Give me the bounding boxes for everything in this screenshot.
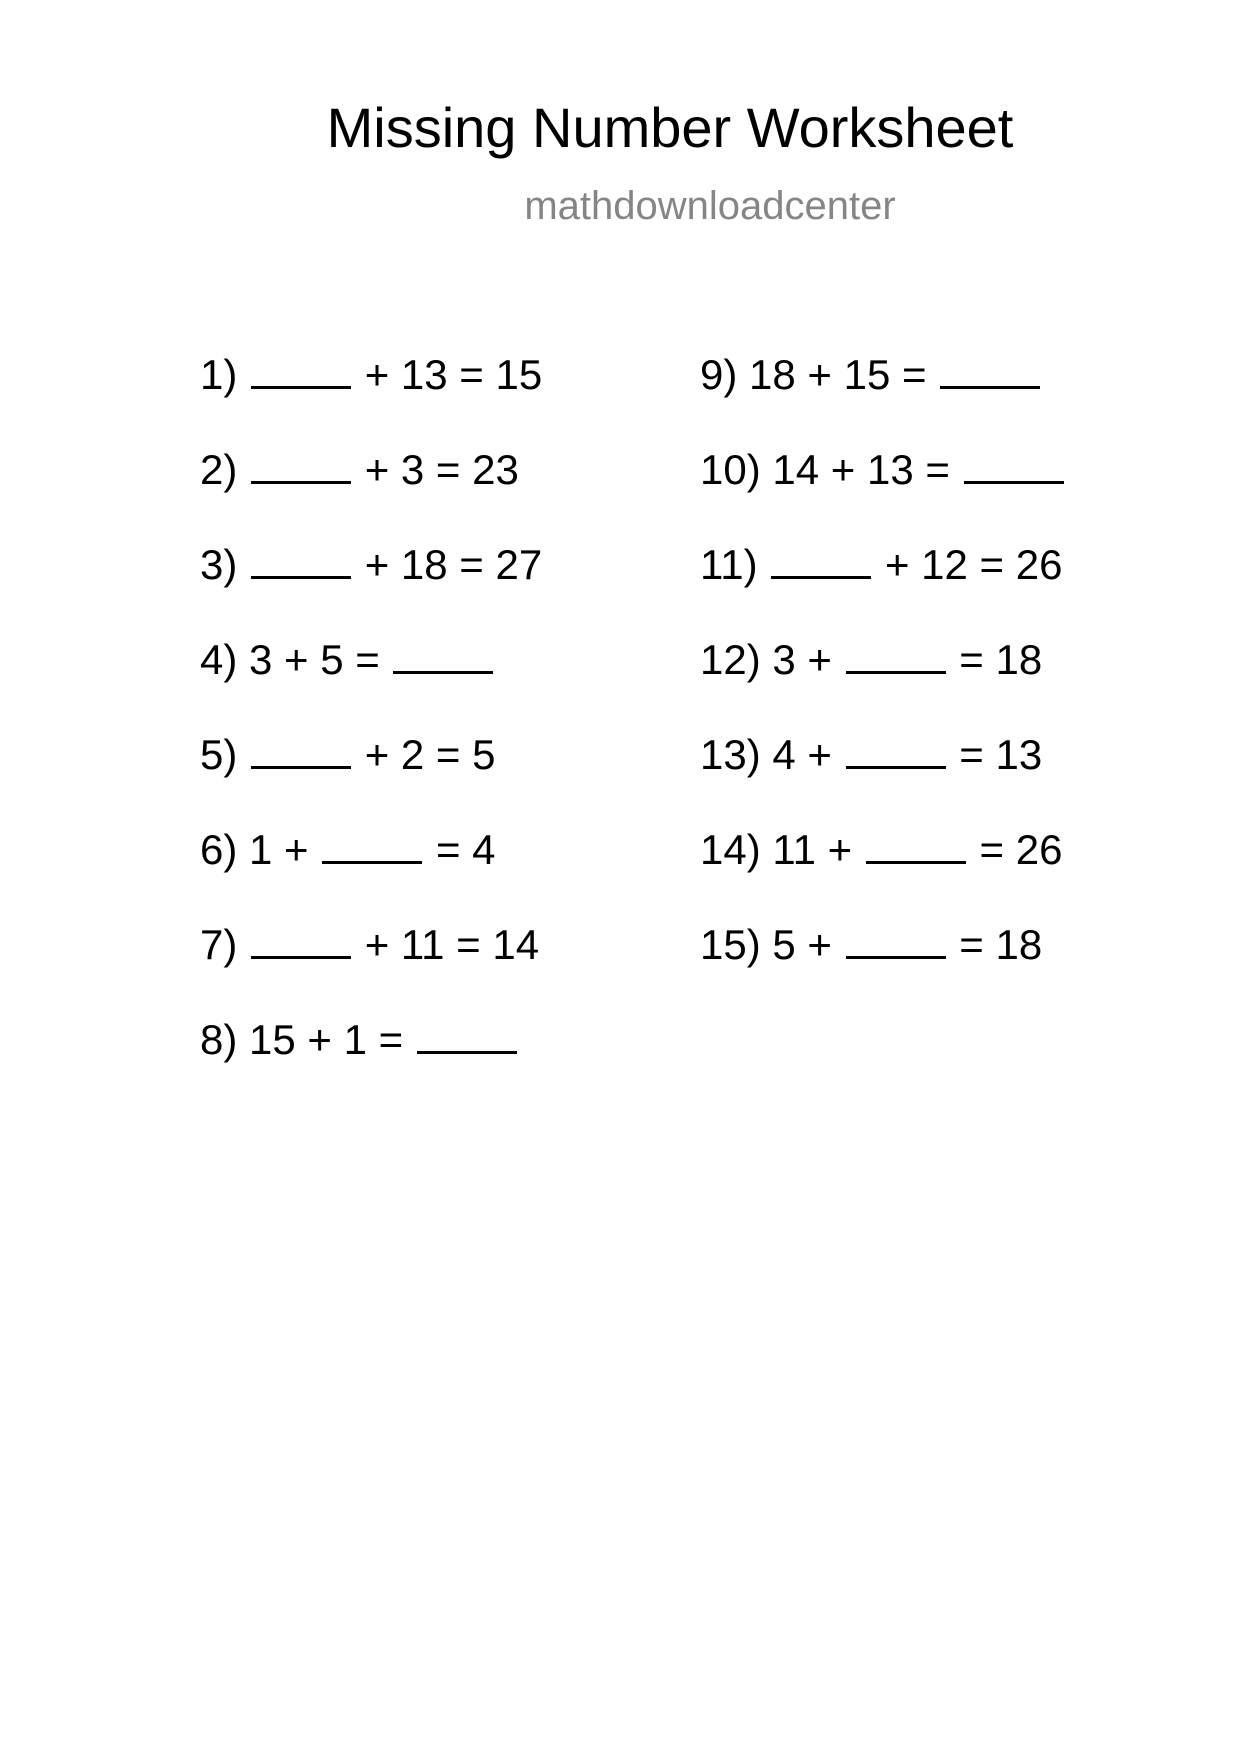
problem-number: 4) (200, 636, 238, 683)
problem-15 (700, 920, 1042, 969)
answer-blank[interactable] (964, 445, 1064, 484)
problem-number: 7) (200, 921, 238, 968)
answer-blank[interactable] (866, 825, 966, 864)
problem-1 (200, 350, 542, 399)
answer-blank[interactable] (251, 730, 351, 769)
problem-number: 2) (200, 446, 238, 493)
problem-expression-after: = 18 (959, 636, 1043, 683)
answer-blank[interactable] (417, 1015, 517, 1054)
answer-blank[interactable] (846, 635, 946, 674)
problem-number: 1) (200, 351, 238, 398)
problem-number: 8) (200, 1016, 238, 1063)
answer-blank[interactable] (393, 635, 493, 674)
problem-expression-before: 3 + (772, 636, 832, 683)
problem-number: 5) (200, 731, 238, 778)
problem-number: 10) (700, 446, 761, 493)
problem-expression: + 12 = 26 (884, 541, 1063, 588)
answer-blank[interactable] (846, 730, 946, 769)
problem-9 (700, 350, 1042, 399)
problem-number: 14) (700, 826, 761, 873)
problem-expression-after: = 4 (435, 826, 496, 873)
problem-11 (700, 540, 1062, 589)
problem-expression: + 11 = 14 (364, 921, 540, 968)
problem-expression: + 2 = 5 (364, 731, 496, 778)
problem-expression: 15 + 1 = (249, 1016, 404, 1063)
problem-number: 11) (700, 541, 758, 588)
problem-5 (200, 730, 495, 779)
problem-expression: 14 + 13 = (772, 446, 950, 493)
answer-blank[interactable] (251, 350, 351, 389)
problem-3 (200, 540, 542, 589)
problem-12 (700, 635, 1042, 684)
worksheet-title: Missing Number Worksheet (326, 96, 1014, 159)
problem-6 (200, 825, 496, 874)
answer-blank[interactable] (940, 350, 1040, 389)
problem-4 (200, 635, 495, 684)
problem-expression: + 18 = 27 (364, 541, 543, 588)
problem-number: 15) (700, 921, 761, 968)
problem-number: 12) (700, 636, 761, 683)
problem-expression-after: = 18 (959, 921, 1043, 968)
problem-expression: + 13 = 15 (364, 351, 543, 398)
problem-number: 9) (700, 351, 738, 398)
problem-13 (700, 730, 1042, 779)
worksheet-subtitle: mathdownloadcenter (524, 184, 896, 228)
answer-blank[interactable] (251, 445, 351, 484)
problem-expression: 18 + 15 = (749, 351, 927, 398)
problem-expression-before: 4 + (772, 731, 832, 778)
problem-number: 6) (200, 826, 238, 873)
answer-blank[interactable] (251, 920, 351, 959)
problem-expression-after: = 26 (979, 826, 1063, 873)
problem-number: 3) (200, 541, 238, 588)
answer-blank[interactable] (251, 540, 351, 579)
problem-10 (700, 445, 1066, 494)
problem-expression-before: 5 + (772, 921, 832, 968)
answer-blank[interactable] (771, 540, 871, 579)
problem-number: 13) (700, 731, 761, 778)
problem-7 (200, 920, 539, 969)
problem-expression-after: = 13 (959, 731, 1043, 778)
problem-8 (200, 1015, 519, 1064)
problem-expression-before: 1 + (249, 826, 309, 873)
answer-blank[interactable] (322, 825, 422, 864)
problem-expression: + 3 = 23 (364, 446, 519, 493)
problem-expression: 3 + 5 = (249, 636, 380, 683)
problem-2 (200, 445, 519, 494)
problem-expression-before: 11 + (772, 826, 853, 873)
problem-14 (700, 825, 1062, 874)
answer-blank[interactable] (846, 920, 946, 959)
